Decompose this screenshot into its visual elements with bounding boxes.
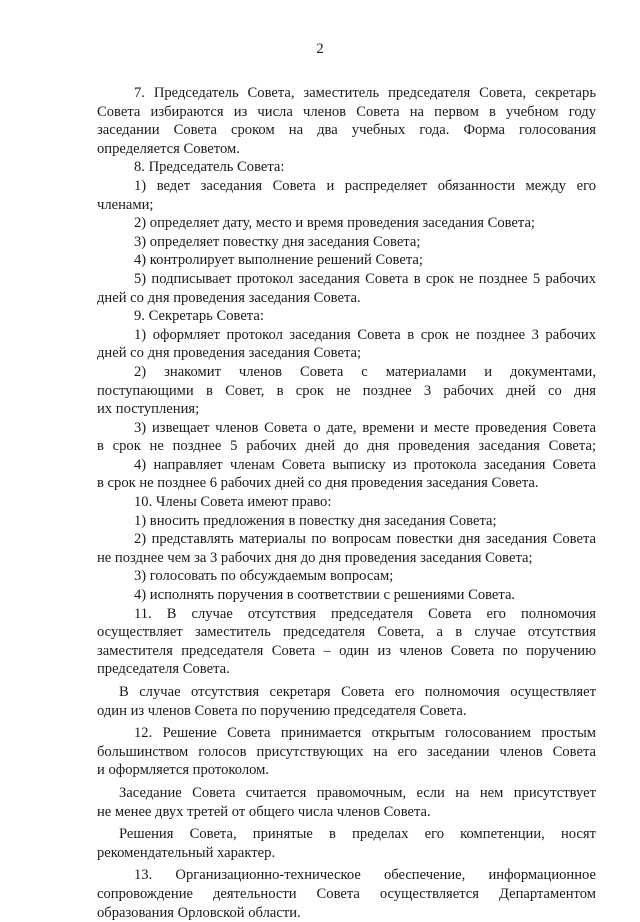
text-line: 5) подписывает протокол заседания Совета в срок не позднее 5 рабочих (134, 270, 596, 287)
text-line: заседании Совета сроком на два учебных года. Форма голосования (97, 122, 596, 139)
text-line: в срок не позднее 6 рабочих дней со дня проведения заседания Совета. (97, 475, 539, 492)
text-line: один из членов Совета по поручению председателя Совета. (97, 702, 467, 719)
text-line: 10. Члены Совета имеют право: (134, 494, 332, 511)
text-line: определяется Советом. (97, 140, 240, 157)
text-line: Совета избираются из числа членов Совета на первом в учебном году (97, 103, 596, 120)
text-line: Решения Совета, принятые в пределах его компетенции, носят (119, 826, 596, 843)
text-line: 3) извещает членов Совета о дате, времени и месте проведения Совета (134, 419, 596, 436)
text-line: 11. В случае отсутствия председателя Совета его полномочия (134, 605, 596, 622)
text-line: заместителя председателя Совета – один из членов Совета по поручению (97, 642, 596, 659)
text-line: дней со дня проведения заседания Совета. (97, 289, 361, 306)
text-line: не менее двух третей от общего числа членов Совета. (97, 803, 431, 820)
text-line: 1) ведет заседания Совета и распределяет обязанности между его (134, 177, 596, 194)
text-line: Заседание Совета считается правомочным, если на нем присутствует (119, 784, 596, 801)
text-line: 1) оформляет протокол заседания Совета в срок не позднее 3 рабочих (134, 326, 596, 343)
text-line: 3) определяет повестку дня заседания Совета; (134, 233, 421, 250)
text-line: 2) определяет дату, место и время проведения заседания Совета; (134, 215, 535, 232)
text-line: образования Орловской области. (97, 904, 301, 921)
page-number: 2 (316, 41, 324, 57)
text-line: дней со дня проведения заседания Совета; (97, 345, 362, 362)
text-line: 4) контролирует выполнение решений Совета; (134, 252, 423, 269)
text-line: 7. Председатель Совета, заместитель председателя Совета, секретарь (134, 85, 596, 101)
text-line: рекомендательный характер. (97, 844, 276, 861)
text-line: 4) направляет членам Совета выписку из протокола заседания Совета (134, 456, 596, 473)
text-line: 2) представлять материалы по вопросам повестки дня заседания Совета (134, 531, 596, 548)
text-line: В случае отсутствия секретаря Совета его полномочия осуществляет (119, 684, 596, 700)
text-line: их поступления; (97, 401, 200, 418)
text-line: в срок не позднее 5 рабочих дней до дня проведения заседания Совета; (97, 438, 596, 455)
text-line: 13. Организационно-техническое обеспечение, информационное (134, 867, 596, 884)
text-line: членами; (97, 196, 154, 213)
text-line: председателя Совета. (97, 661, 230, 678)
text-line: 2) знакомит членов Совета с материалами и документами, (134, 363, 596, 380)
text-line: сопровождение деятельности Совета осуществляется Департаментом (97, 885, 596, 902)
text-line: не позднее чем за 3 рабочих дня до дня проведения заседания Совета; (97, 549, 533, 566)
text-line: 8. Председатель Совета: (134, 159, 285, 176)
text-line: поступающими в Совет, в срок не позднее 3 рабочих дней со дня (97, 382, 596, 399)
text-line: 9. Секретарь Совета: (134, 308, 264, 325)
text-line: 1) вносить предложения в повестку дня заседания Совета; (134, 512, 497, 529)
text-line: осуществляет заместитель председателя Совета, а в случае отсутствия (97, 624, 596, 641)
document-body (97, 84, 596, 922)
text-line: 3) голосовать по обсуждаемым вопросам; (134, 568, 394, 585)
text-line: и оформляется протоколом. (97, 762, 270, 779)
text-line: большинством голосов присутствующих на его заседании членов Совета (97, 743, 596, 760)
text-line: 12. Решение Совета принимается открытым голосованием простым (134, 725, 596, 742)
text-line: 4) исполнять поручения в соответствии с решениями Совета. (134, 587, 516, 604)
